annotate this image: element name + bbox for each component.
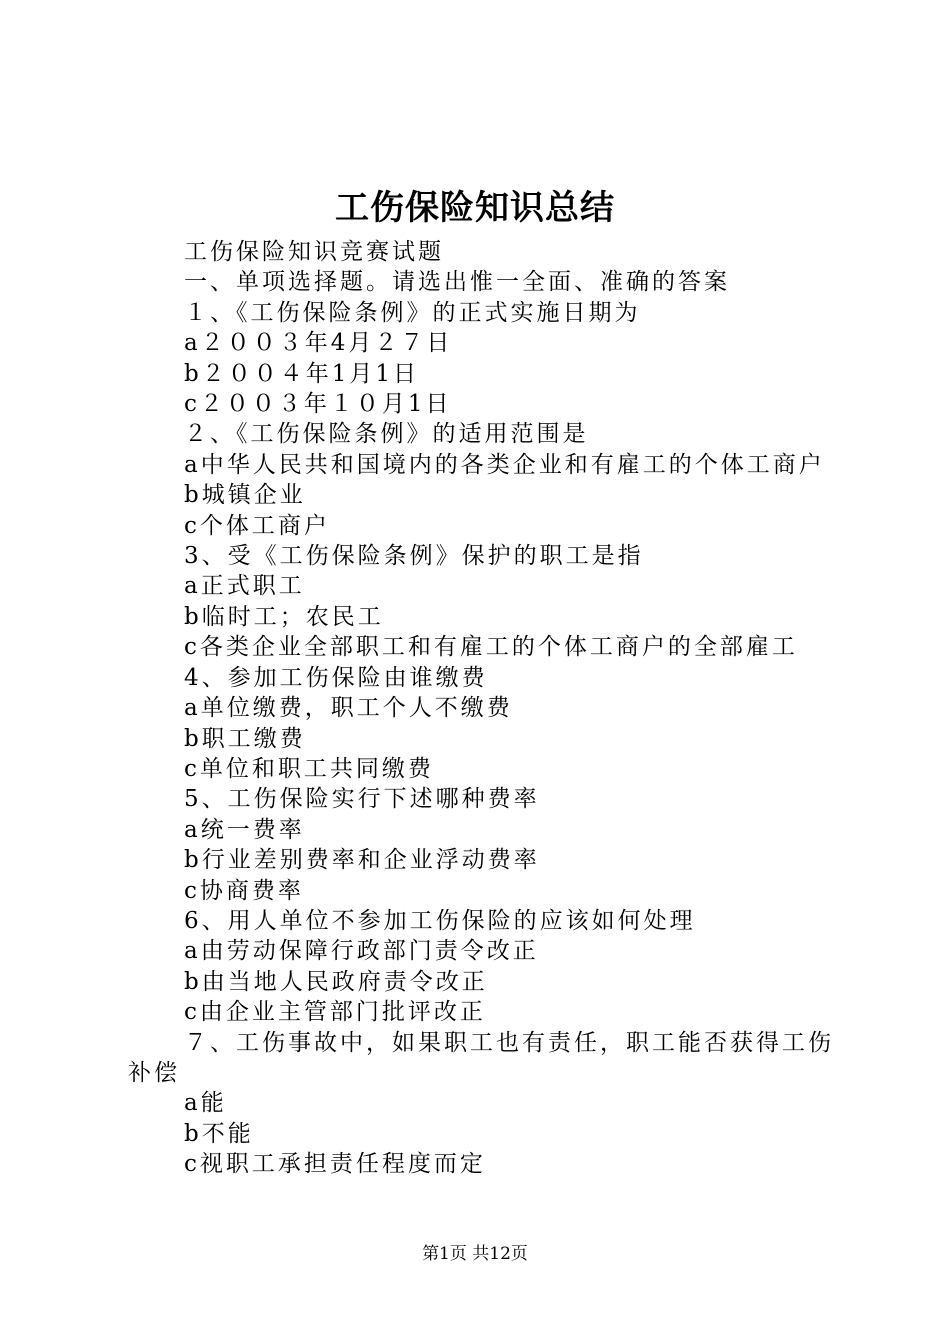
option-line: a单位缴费，职工个人不缴费	[184, 695, 513, 722]
option-line: a正式职工	[184, 573, 305, 600]
option-line: b临时工；农民工	[184, 603, 384, 630]
option-line: b城镇企业	[184, 482, 306, 509]
option-line: c单位和职工共同缴费	[184, 755, 434, 782]
option-line: c视职工承担责任程度而定	[184, 1151, 486, 1178]
option-line: b行业差别费率和企业浮动费率	[184, 847, 540, 874]
option-line: b２００４年1月1日	[184, 360, 419, 387]
text-line: 一、单项选择题。请选出惟一全面、准确的答案	[184, 269, 730, 296]
question-line: 6、用人单位不参加工伤保险的应该如何处理	[184, 907, 696, 934]
option-line: a能	[184, 1090, 227, 1117]
question-line: 5、工伤保险实行下述哪种费率	[184, 786, 540, 813]
text-line: 工伤保险知识竞赛试题	[184, 239, 444, 265]
question-line: 3、受《工伤保险条例》保护的职工是指	[184, 543, 644, 570]
document-body	[128, 237, 848, 1180]
option-line: c个体工商户	[184, 512, 330, 539]
option-line: b不能	[184, 1120, 254, 1147]
option-line: a统一费率	[184, 816, 305, 843]
option-line: b职工缴费	[184, 725, 306, 752]
question-line: ２、《工伤保险条例》的适用范围是	[184, 421, 589, 448]
document-title: 工伤保险知识总结	[335, 188, 615, 228]
question-line: １、《工伤保险条例》的正式实施日期为	[184, 299, 641, 326]
page-footer: 第1页 共12页	[422, 1244, 528, 1264]
question-line: ７、工伤事故中，如果职工也有责任，职工能否获得工伤	[184, 1029, 834, 1056]
option-line: b由当地人民政府责令改正	[184, 968, 488, 995]
question-line-continuation: 补偿	[128, 1059, 180, 1086]
option-line: c各类企业全部职工和有雇工的个体工商户的全部雇工	[184, 634, 798, 661]
option-line: c协商费率	[184, 877, 304, 904]
option-line: a中华人民共和国境内的各类企业和有雇工的个体工商户	[184, 451, 825, 478]
option-line: c２００３年１０月1日	[184, 391, 452, 418]
option-line: a由劳动保障行政部门责令改正	[184, 938, 539, 965]
question-line: 4、参加工伤保险由谁缴费	[184, 664, 488, 691]
option-line: c由企业主管部门批评改正	[184, 999, 486, 1026]
option-line: a２００３年4月２７日	[184, 330, 453, 357]
